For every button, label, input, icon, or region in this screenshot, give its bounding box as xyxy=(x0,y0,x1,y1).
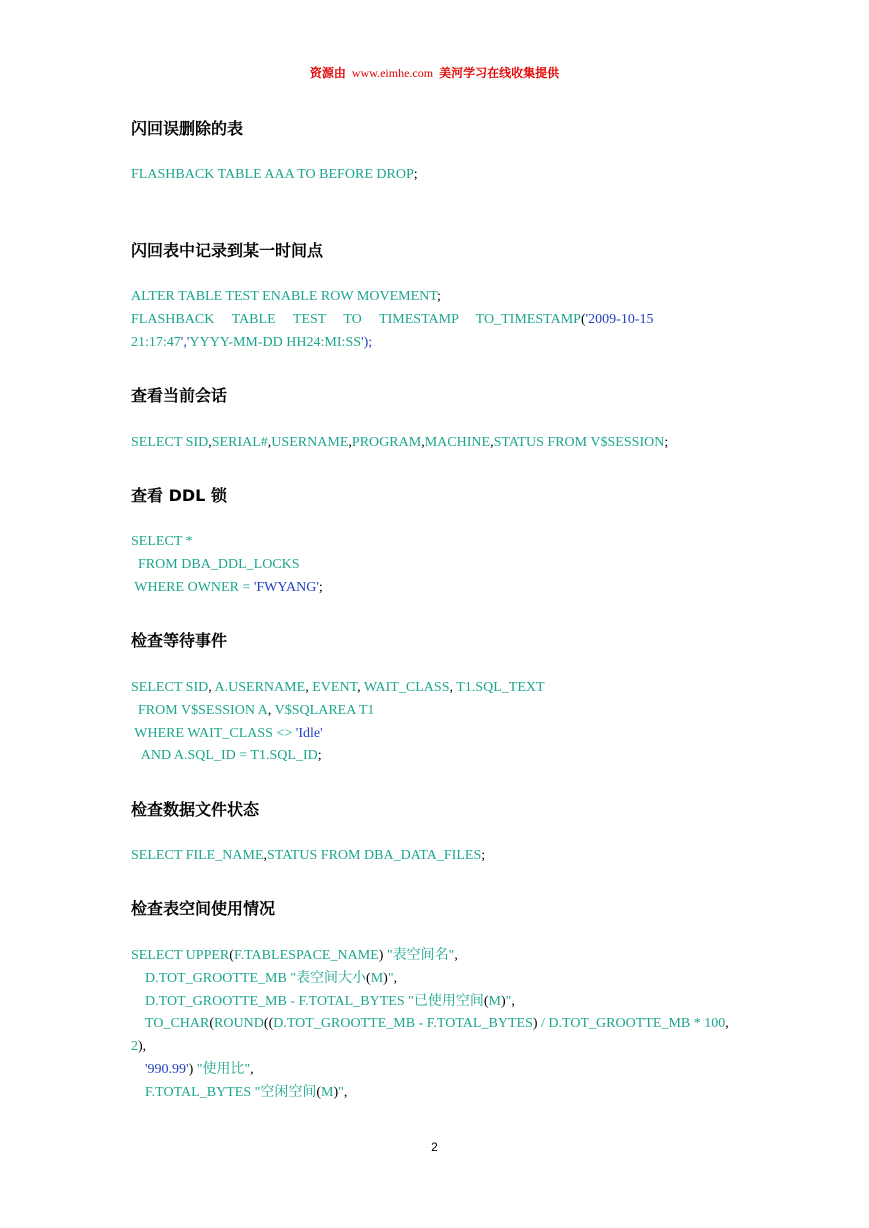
page-header xyxy=(0,64,869,81)
code-line: F.TOTAL_BYTES "空闲空间(M)", xyxy=(145,1084,348,1100)
code-block xyxy=(131,164,418,187)
header-suffix: 美河学习在线收集提供 xyxy=(439,66,560,80)
page-number: 2 xyxy=(431,1140,438,1154)
code-line: FROM DBA_DDL_LOCKS xyxy=(138,556,300,572)
header-prefix: 资源由 xyxy=(309,66,346,80)
code-line: FLASHBACK TABLE AAA TO BEFORE DROP; xyxy=(131,167,418,182)
code-block xyxy=(131,531,323,599)
code-line: WHERE OWNER = 'FWYANG'; xyxy=(134,579,323,595)
code-line: 21:17:47','YYYY-MM-DD HH24:MI:SS'); xyxy=(131,334,373,350)
code-line: FROM V$SESSION A, V$SQLAREA T1 xyxy=(138,702,375,718)
code-block xyxy=(131,945,729,1105)
code-block xyxy=(131,286,653,354)
code-block xyxy=(131,677,545,768)
code-line: SELECT * xyxy=(131,534,193,549)
code-line: TO_CHAR(ROUND((D.TOT_GROOTTE_MB - F.TOTAL_BYTES) / D.TOT_GROOTTE_MB * 100, xyxy=(145,1016,729,1032)
code-block xyxy=(131,845,485,868)
code-line: SELECT FILE_NAME,STATUS FROM DBA_DATA_FILES; xyxy=(131,848,486,863)
code-line: AND A.SQL_ID = T1.SQL_ID; xyxy=(140,748,322,764)
code-line: SELECT SID,SERIAL#,USERNAME,PROGRAM,MACHINE,STATUS FROM V$SESSION; xyxy=(131,435,669,450)
code-line: 2), xyxy=(131,1039,147,1055)
section-heading: 检查数据文件状态 xyxy=(131,800,260,819)
section-heading: 检查表空间使用情况 xyxy=(131,899,276,918)
section-heading: 闪回误删除的表 xyxy=(131,119,244,138)
section-heading: 查看 DDL 锁 xyxy=(131,486,227,505)
code-line: SELECT SID, A.USERNAME, EVENT, WAIT_CLASS, T1.SQL_TEXT xyxy=(131,680,545,695)
code-line: D.TOT_GROOTTE_MB "表空间大小(M)", xyxy=(145,970,398,986)
code-line: FLASHBACK TABLE TEST TO TIMESTAMP TO_TIMESTAMP('2009-10-15 xyxy=(131,311,654,327)
header-url[interactable]: www.eimhe.com xyxy=(351,66,434,80)
code-line: SELECT UPPER(F.TABLESPACE_NAME) "表空间名", xyxy=(131,948,458,963)
section-heading: 查看当前会话 xyxy=(131,386,228,405)
section-heading: 检查等待事件 xyxy=(131,631,228,650)
code-line: D.TOT_GROOTTE_MB - F.TOTAL_BYTES "已使用空间(M)", xyxy=(145,993,515,1009)
code-block xyxy=(131,432,668,455)
code-line: WHERE WAIT_CLASS <> 'Idle' xyxy=(134,725,323,741)
section-heading: 闪回表中记录到某一时间点 xyxy=(131,241,324,260)
code-line: ALTER TABLE TEST ENABLE ROW MOVEMENT; xyxy=(131,289,441,304)
code-line: '990.99') "使用比", xyxy=(145,1061,254,1077)
